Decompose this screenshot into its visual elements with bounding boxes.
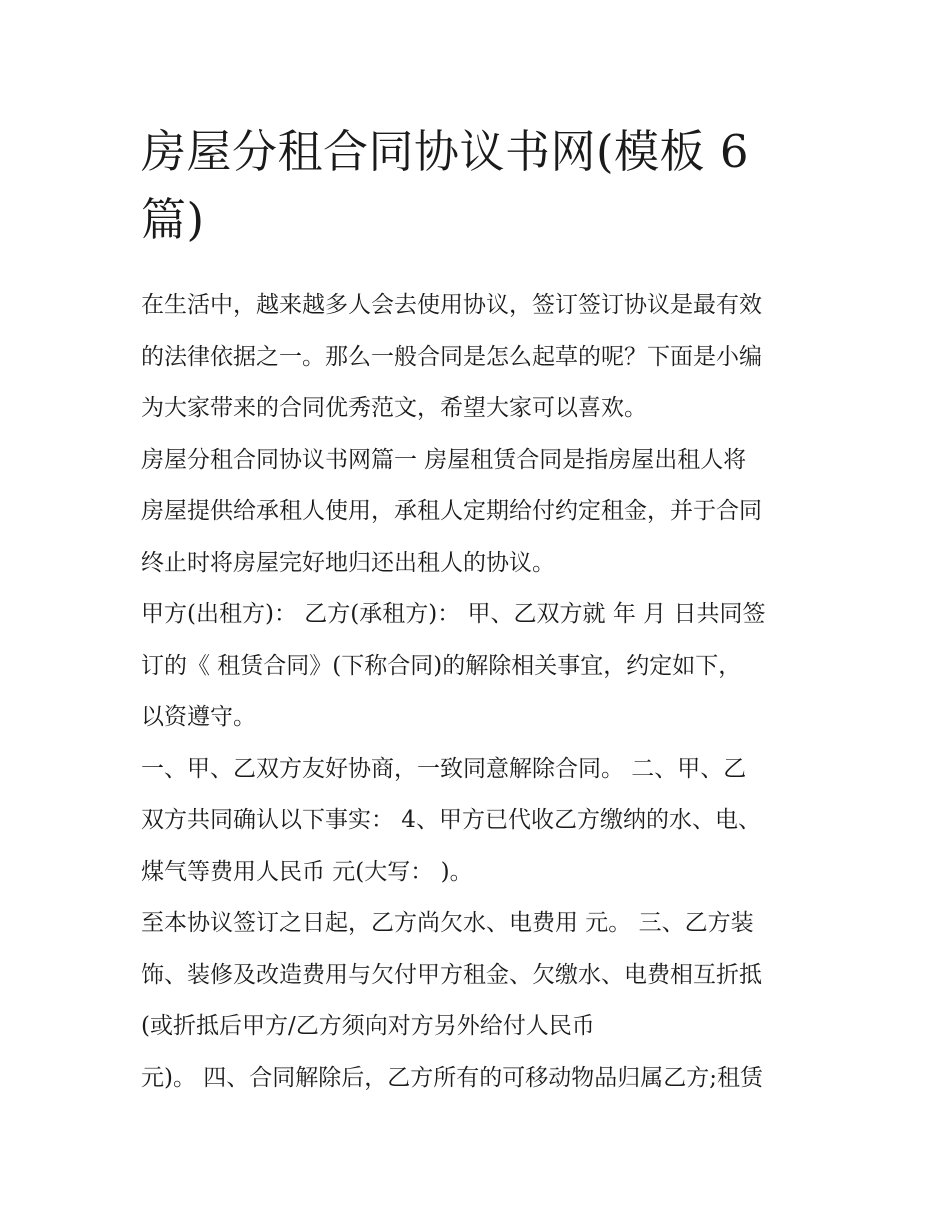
title-line: 房屋分租合同协议书网(模板 6 [141, 125, 749, 178]
body-line: 双方共同确认以下事实： 4、甲方已代收乙方缴纳的水、电、 [141, 807, 761, 833]
document-body [141, 280, 813, 1104]
body-line: 订的《 租赁合同》(下称合同)的解除相关事宜，约定如下， [141, 652, 742, 679]
body-line: 终止时将房屋完好地归还出租人的协议。 [141, 549, 555, 576]
body-line: 一、甲、乙双方友好协商，一致同意解除合同。 二、甲、乙 [141, 755, 747, 782]
body-line: 的法律依据之一。那么一般合同是怎么起草的呢？下面是小编 [141, 343, 762, 370]
document-title [141, 118, 813, 254]
body-line: 房屋提供给承租人使用，承租人定期给付约定租金，并于合同 [141, 498, 762, 524]
body-line: (或折抵后甲方/乙方须向对方另外给付人民币 [141, 1013, 595, 1039]
body-line: 房屋分租合同协议书网篇一 房屋租赁合同是指房屋出租人将 [141, 446, 747, 473]
body-line: 为大家带来的合同优秀范文，希望大家可以喜欢。 [141, 395, 647, 421]
body-line: 煤气等费用人民币 元(大写： )。 [141, 858, 473, 885]
body-line: 以资遵守。 [141, 704, 256, 730]
document-page [141, 118, 813, 1104]
body-line: 在生活中，越来越多人会去使用协议，签订签订协议是最有效 [141, 292, 762, 318]
body-line: 元)。 四、合同解除后，乙方所有的可移动物品归属乙方;租赁 [141, 1064, 764, 1091]
body-line: 甲方(出租方)： 乙方(承租方)： 甲、乙双方就 年 月 日共同签 [141, 601, 766, 627]
body-line: 至本协议签订之日起，乙方尚欠水、电费用 元。 三、乙方装 [141, 910, 754, 936]
body-line: 饰、装修及改造费用与欠付甲方租金、欠缴水、电费相互折抵 [141, 961, 762, 988]
title-line: 篇) [141, 193, 205, 246]
